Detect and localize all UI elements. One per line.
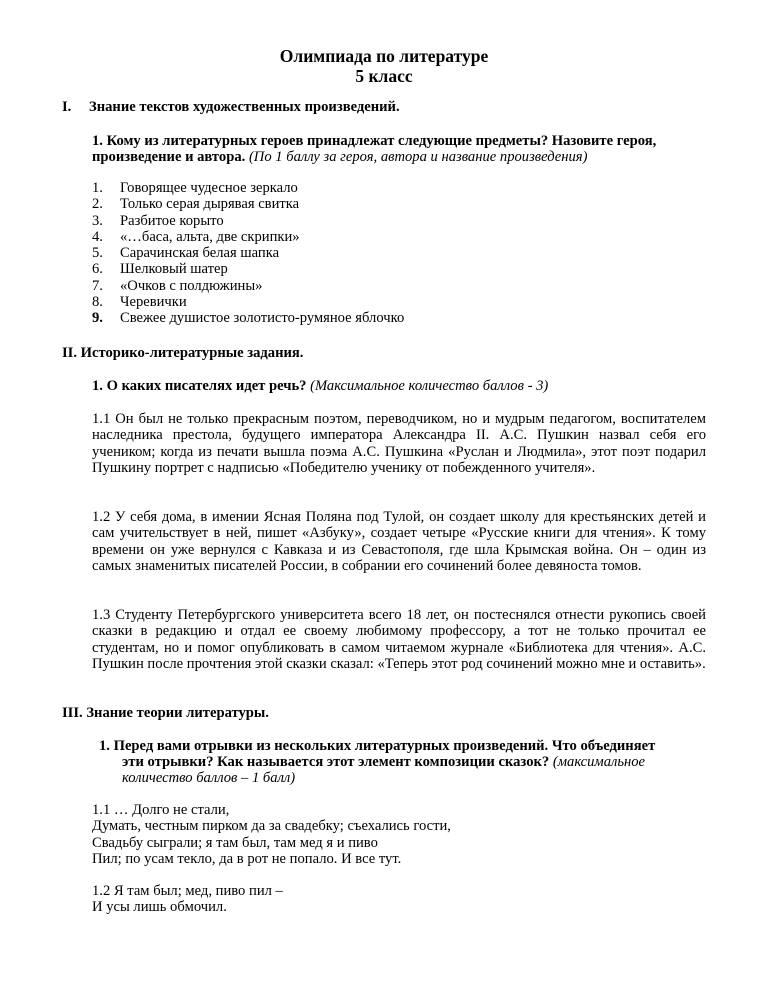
items-list [92,180,404,327]
paragraph-1-1: 1.1 Он был не только прекрасным поэтом, переводчиком, но и мудрым педагогом, воспитателем наследника престола, будущего императора Александра II. А.С. Пушкин назвал себя его учеником; когда из печати вышла поэма А.С. Пушкина «Руслан и Людмила», этот поэт подарил Пушкину портрет с надписью «Победителю ученику от побежденного учителя». [92,411,706,476]
list-item: 7. «Очков с полдюжины» [92,277,263,294]
task-3-question-line1: 1. Перед вами отрывки из нескольких литературных произведений. Что объединяет [99,738,656,754]
section-1-numeral: I. [62,99,72,115]
verse-line: И усы лишь обмочил. [92,899,227,916]
task-3-question-bold: эти отрывки? Как называется этот элемент композиции сказок? [122,754,550,770]
paragraph-1-2: 1.2 У себя дома, в имении Ясная Поляна под Тулой, он создает школу для крестьянских детей и сам учительствует в ней, пишет «Азбуку», создает четыре «Русские книги для чтения». К тому времени он уже вернулся с Кавказа и из Севастополя, где шла Крымская война. Он – один из самых знаменитых писателей России, в собрании его сочинений более девяноста томов. [92,509,706,574]
section-1-title: Знание текстов художественных произведений. [89,99,400,115]
task-2-question-bold: 1. О каких писателях идет речь? [92,378,307,394]
section-1-heading [62,99,400,115]
document-title: Олимпиада по литературе [279,46,489,66]
task-1-question-line2 [92,149,587,165]
verse-line: 1.1 … Долго не стали, [92,802,230,818]
list-item: 4. «…баса, альта, две скрипки» [92,228,300,245]
list-item: 2. Только серая дырявая свитка [92,196,300,213]
list-item: 3. Разбитое корыто [92,212,224,229]
verse-line: 1.2 Я там был; мед, пиво пил – [92,883,283,899]
list-item: 8. Черевички [92,294,187,311]
paragraph-1-3: 1.3 Студенту Петербургского университета всего 18 лет, он постеснялся отнести рукопись своей сказки в редакцию и отдал ее своему любимому профессору, а тот не только прочитал ее студентам, но и помог опубликовать в самом читаемом журнале «Библиотека для чтения». А.С. Пушкин после прочтения этой сказки сказал: «Теперь этот род сочинений можно мне и оставить». [92,607,706,672]
task-2-scoring-note: (Максимальное количество баллов - 3) [310,378,549,394]
section-3-heading: III. Знание теории литературы. [62,705,269,721]
excerpt-1-1 [92,802,451,867]
task-1-question-line1: 1. Кому из литературных героев принадлежат следующие предметы? Назовите героя, [92,133,657,149]
list-item: 9. Свежее душистое золотисто-румяное яблочко [92,310,405,327]
task-2-question [92,378,548,394]
task-3-question-line2 [122,754,645,770]
verse-line: Думать, честным пирком да за свадебку; съехались гости, [92,818,451,835]
list-item: 6. Шелковый шатер [92,261,228,278]
verse-line: Пил; по усам текло, да в рот не попало. И все тут. [92,850,402,867]
list-item: 5. Сарачинская белая шапка [92,245,280,262]
task-1-scoring-note: (По 1 баллу за героя, автора и название произведения) [248,149,588,165]
list-item: 1. Говорящее чудесное зеркало [92,180,298,196]
excerpt-1-2 [92,883,283,916]
task-3-scoring-note: (максимальное [552,754,646,770]
task-1-question-bold: произведение и автора. [92,149,246,165]
section-2-heading: II. Историко-литературные задания. [62,345,304,361]
document-subtitle: 5 класс [355,66,413,86]
verse-line: Свадьбу сыграли; я там был, там мед я и пиво [92,834,378,851]
task-3-scoring-note-cont: количество баллов – 1 балл) [122,770,296,786]
